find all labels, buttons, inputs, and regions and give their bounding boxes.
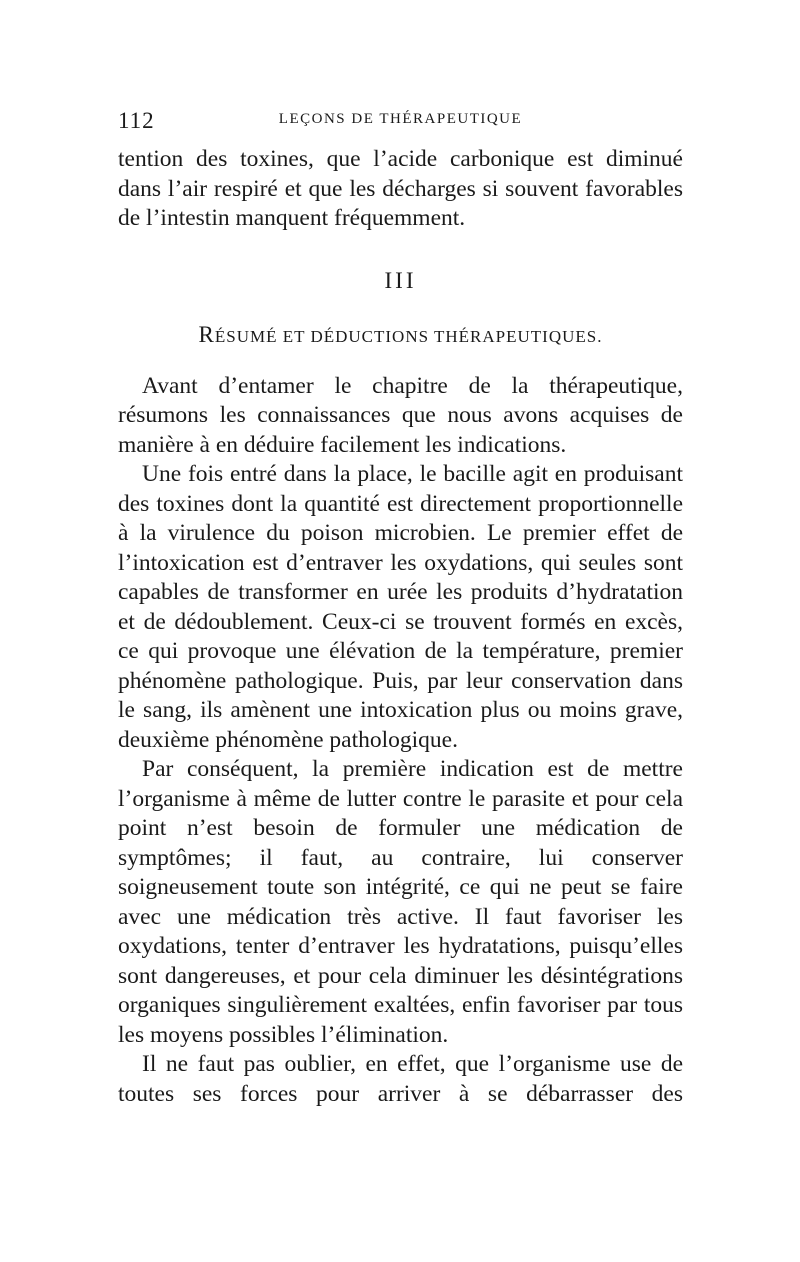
paragraph-bacillus: Une fois entré dans la place, le bacille agit en produisant des toxines dont la quantité est directement proportionnelle à la virulence du poison microbien. Le premier effet de l’intoxication est d’entraver les oxydations, qui seules sont capables de transformer en urée les produits d’hydratation et de dédoublement. Ceux-ci se trouvent formés en excès, ce qui provoque une élévation de la température, premier phénomène pathologique. Puis, par leur conservation dans le sang, ils amènent une intoxication plus ou moins grave, deuxième phénomène pathologique. — [118, 461, 683, 753]
book-page — [118, 108, 683, 1109]
running-head — [118, 108, 683, 140]
section-title — [118, 322, 683, 348]
paragraph-indication: Par conséquent, la première indication est de mettre l’organisme à même de lutter contre le parasite et pour cela point n’est besoin de formuler une médication de symptômes; il faut, au contraire, lui conserver soigneusement toute son intégrité, ce qui ne peut se faire avec une médication très active. Il faut favoriser les oxydations, tenter d’entraver les hydratations, puisqu’elles sont dangereuses, et pour cela diminuer les désintégrations organiques singulièrement exaltées, enfin favoriser par tous les moyens possibles l’élimination. — [118, 756, 683, 1048]
paragraph-summary-intro: Avant d’entamer le chapitre de la thérapeutique, résumons les connaissances que nous avons acquises de manière à en déduire facilement les indications. — [118, 372, 683, 458]
section-number: III — [384, 267, 417, 293]
section-title-rest: ÉSUMÉ ET DÉDUCTIONS THÉRAPEUTIQUES. — [214, 326, 603, 346]
running-title: LEÇONS DE THÉRAPEUTIQUE — [278, 111, 523, 127]
section-title-initial: R — [198, 321, 215, 347]
paragraph-continuation: Il ne faut pas oublier, en effet, que l’organisme use de toutes ses forces pour arriver à se débarrasser des — [118, 1051, 683, 1107]
page-number: 112 — [118, 108, 155, 133]
opening-paragraph: tention des toxines, que l’acide carbonique est diminué dans l’air respiré et que les décharges si souvent favorables de l’intestin manquent fréquemment. — [118, 146, 683, 231]
